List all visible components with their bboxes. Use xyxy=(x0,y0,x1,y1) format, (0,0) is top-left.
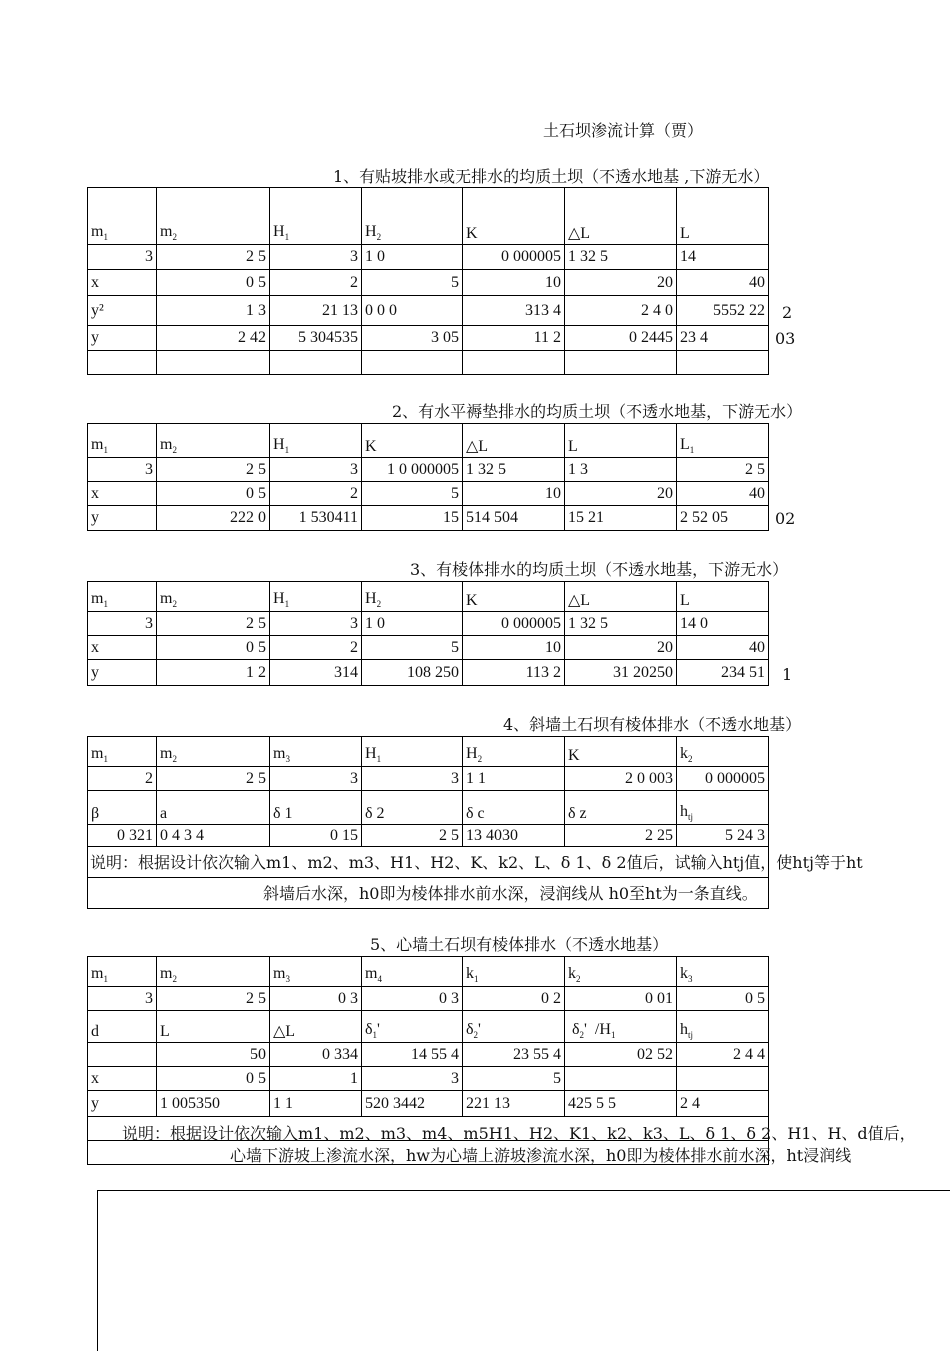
header-k: K xyxy=(565,737,677,767)
cell[interactable]: 1 32 5 xyxy=(565,245,677,270)
label-htj: $h_{tj}$ xyxy=(677,1011,769,1043)
header-delta-l: △L xyxy=(565,188,677,245)
cell[interactable]: 1 0 000005 xyxy=(362,458,463,482)
label-htj: $h_{tj}$ xyxy=(677,791,769,825)
header-h1: $H_1$ xyxy=(270,424,362,458)
cell[interactable]: 1 xyxy=(270,1067,362,1091)
cell[interactable]: 20 xyxy=(565,482,677,506)
header-l: L xyxy=(677,582,769,612)
section-1-heading: 1、有贴坡排水或无排水的均质土坝（不透水地基 ,下游无水） xyxy=(333,167,770,186)
header-l: L xyxy=(565,424,677,458)
section-5-note-2: 心墙下游坡上渗流水深，hw为心墙上游坡渗流水深，h0即为棱体排水前水深，ht浸润线 xyxy=(230,1146,852,1165)
cell[interactable]: 1 1 xyxy=(463,767,565,791)
cell[interactable]: 14 0 xyxy=(677,612,769,636)
header-m2: $m_2$ xyxy=(157,582,270,612)
cell[interactable]: 5 24 3 xyxy=(677,825,769,847)
label-row xyxy=(88,791,769,825)
header-m2: $m_2$ xyxy=(157,424,270,458)
cell: 0 4 3 4 xyxy=(157,825,270,847)
label-delta2: δ 2 xyxy=(362,791,463,825)
cell[interactable]: 0 3 xyxy=(270,987,362,1011)
cell: 5 304535 xyxy=(270,326,362,351)
cell[interactable] xyxy=(157,351,270,375)
cell[interactable]: 10 xyxy=(463,636,565,660)
row-label-x: x xyxy=(88,1067,157,1091)
cell[interactable]: 5 xyxy=(362,482,463,506)
row-label-y2: y² xyxy=(88,296,157,326)
cell[interactable]: 2 5 xyxy=(677,458,769,482)
x-row xyxy=(88,482,769,506)
cell[interactable]: 3 xyxy=(270,767,362,791)
label-delta-l: △L xyxy=(270,1011,362,1043)
cell: 520 3442 xyxy=(362,1091,463,1117)
header-k: K xyxy=(463,582,565,612)
y2-row xyxy=(88,296,769,326)
cell[interactable]: 2 5 xyxy=(157,987,270,1011)
cell[interactable]: 2 xyxy=(88,767,157,791)
cell: 15 xyxy=(362,506,463,531)
cell[interactable]: 5 xyxy=(463,1067,565,1091)
cell[interactable]: 5 xyxy=(362,270,463,296)
cell[interactable]: 5 xyxy=(362,636,463,660)
row-label-x: x xyxy=(88,636,157,660)
cell: 15 21 xyxy=(565,506,677,531)
section-3-table xyxy=(87,581,769,686)
empty-row xyxy=(88,351,769,375)
label-delta2-ratio: $\delta_2'$ $/H_1$ xyxy=(565,1011,677,1043)
section-3-heading: 3、有棱体排水的均质土坝（不透水地基，下游无水） xyxy=(410,560,789,579)
cell[interactable]: 2 5 xyxy=(157,612,270,636)
cell: 23 55 4 xyxy=(463,1043,565,1067)
section-2-table xyxy=(87,423,769,531)
cell: 514 504 xyxy=(463,506,565,531)
label-delta-z: δ z xyxy=(565,791,677,825)
row-label-x: x xyxy=(88,482,157,506)
cell: 1 2 xyxy=(157,660,270,686)
header-k1: $k_1$ xyxy=(463,957,565,987)
cell: 0 0 0 xyxy=(362,296,463,326)
cell[interactable]: 0 5 xyxy=(157,482,270,506)
header-l1: $L_1$ xyxy=(677,424,769,458)
cell: 0 321 xyxy=(88,825,157,847)
cell[interactable]: 2 0 003 xyxy=(565,767,677,791)
row-label-y: y xyxy=(88,1091,157,1117)
x-row xyxy=(88,636,769,660)
cell[interactable]: 0 5 xyxy=(157,270,270,296)
cell[interactable] xyxy=(565,1067,677,1091)
header-m1: $m_1$ xyxy=(88,582,157,612)
cell[interactable]: 40 xyxy=(677,482,769,506)
cell[interactable]: 2 5 xyxy=(157,458,270,482)
cell[interactable]: 1 0 xyxy=(362,612,463,636)
cell[interactable]: 50 xyxy=(157,1043,270,1067)
x-row xyxy=(88,270,769,296)
cell[interactable]: 3 xyxy=(88,245,157,270)
overflow-value: 2 xyxy=(782,303,793,322)
cell[interactable] xyxy=(565,351,677,375)
cell: 221 13 xyxy=(463,1091,565,1117)
cell: 313 4 xyxy=(463,296,565,326)
row-label-y: y xyxy=(88,660,157,686)
section-4-note-2: 斜墙后水深，h0即为棱体排水前水深，浸润线从 h0至ht为一条直线。 xyxy=(263,884,758,903)
header-k2: $k_2$ xyxy=(565,957,677,987)
cell[interactable]: 3 xyxy=(88,987,157,1011)
value-row xyxy=(88,825,769,847)
header-h1: $H_1$ xyxy=(270,188,362,245)
cell[interactable]: 0 5 xyxy=(157,636,270,660)
label-d: d xyxy=(88,1011,157,1043)
page-title: 土石坝渗流计算（贾） xyxy=(543,121,704,140)
cell[interactable]: 3 xyxy=(270,458,362,482)
header-m1: $m_1$ xyxy=(88,957,157,987)
header-l: L xyxy=(677,188,769,245)
cell[interactable]: 2 5 xyxy=(157,767,270,791)
cell[interactable] xyxy=(677,351,769,375)
cell[interactable]: 0 5 xyxy=(157,1067,270,1091)
cell[interactable]: 3 xyxy=(362,1067,463,1091)
x-row xyxy=(88,1067,769,1091)
row-label-y: y xyxy=(88,506,157,531)
cell: 1 3 xyxy=(157,296,270,326)
section-4-note-1: 说明：根据设计依次输入m1、m2、m3、H1、H2、K、k2、L、δ 1、δ 2值后，试输入htj值，使htj等于ht xyxy=(90,853,863,872)
label-delta1-prime: $\delta_1'$ xyxy=(362,1011,463,1043)
label-row xyxy=(88,1011,769,1043)
input-row xyxy=(88,245,769,270)
cell[interactable]: 3 xyxy=(362,767,463,791)
cell: 1 1 xyxy=(270,1091,362,1117)
cell: 0 2445 xyxy=(565,326,677,351)
header-delta-l: △L xyxy=(565,582,677,612)
cell[interactable]: 20 xyxy=(565,636,677,660)
cell: 2 52 05 xyxy=(677,506,769,531)
cell: 425 5 5 xyxy=(565,1091,677,1117)
value-row xyxy=(88,1043,769,1067)
header-h1: $H_1$ xyxy=(270,582,362,612)
section-5-note-1: 说明：根据设计依次输入m1、m2、m3、m4、m5H1、H2、K1、k2、k3、L、δ 1、δ 2、H1、H、d值后， xyxy=(122,1124,916,1143)
overflow-value: 1 xyxy=(782,665,793,684)
cell: 3 05 xyxy=(362,326,463,351)
cell: 234 51 xyxy=(677,660,769,686)
cell[interactable]: 20 xyxy=(565,270,677,296)
cell[interactable] xyxy=(677,1067,769,1091)
cell[interactable]: 2 4 4 xyxy=(677,1043,769,1067)
section-4-heading: 4、斜墙土石坝有棱体排水（不透水地基） xyxy=(503,715,802,734)
cell[interactable]: 3 xyxy=(270,612,362,636)
cell[interactable]: 2 25 xyxy=(565,825,677,847)
cell[interactable]: 3 xyxy=(88,458,157,482)
label-a: a xyxy=(157,791,270,825)
row-label-y: y xyxy=(88,326,157,351)
section-2-heading: 2、有水平褥垫排水的均质土坝（不透水地基，下游无水） xyxy=(392,402,803,421)
input-row xyxy=(88,767,769,791)
cell[interactable]: 0 000005 xyxy=(463,612,565,636)
row-label-x: x xyxy=(88,270,157,296)
label-delta-c: δ c xyxy=(463,791,565,825)
cell[interactable]: 40 xyxy=(677,636,769,660)
header-m1: $m_1$ xyxy=(88,188,157,245)
header-m2: $m_2$ xyxy=(157,957,270,987)
cell: 108 250 xyxy=(362,660,463,686)
cell: 113 2 xyxy=(463,660,565,686)
cell[interactable]: 10 xyxy=(463,482,565,506)
header-m1: $m_1$ xyxy=(88,737,157,767)
input-row xyxy=(88,987,769,1011)
header-h2: $H_2$ xyxy=(463,737,565,767)
cell[interactable]: 0 2 xyxy=(463,987,565,1011)
cell: 31 20250 xyxy=(565,660,677,686)
section-1-table xyxy=(87,187,769,375)
cell[interactable] xyxy=(362,351,463,375)
cell: 13 4030 xyxy=(463,825,565,847)
cell[interactable]: 0 334 xyxy=(270,1043,362,1067)
header-delta-l: △L xyxy=(463,424,565,458)
y-row xyxy=(88,326,769,351)
cell: 222 0 xyxy=(157,506,270,531)
cell[interactable]: 10 xyxy=(463,270,565,296)
cell[interactable] xyxy=(88,1043,157,1067)
header-m2: $m_2$ xyxy=(157,737,270,767)
input-row xyxy=(88,458,769,482)
header-k3: $k_3$ xyxy=(677,957,769,987)
cell[interactable]: 2 xyxy=(270,482,362,506)
cell: 314 xyxy=(270,660,362,686)
cell[interactable]: 0 01 xyxy=(565,987,677,1011)
cell: 1 005350 xyxy=(157,1091,270,1117)
label-l: L xyxy=(157,1011,270,1043)
cell[interactable]: 0 000005 xyxy=(677,767,769,791)
y-row xyxy=(88,506,769,531)
header-m3: $m_3$ xyxy=(270,737,362,767)
cell[interactable]: 40 xyxy=(677,270,769,296)
cell: 1 530411 xyxy=(270,506,362,531)
header-k2: $k_2$ xyxy=(677,737,769,767)
section-5-heading: 5、心墙土石坝有棱体排水（不透水地基） xyxy=(370,935,669,954)
cell[interactable]: 1 3 xyxy=(565,458,677,482)
cell: 02 52 xyxy=(565,1043,677,1067)
cell[interactable]: 0 3 xyxy=(362,987,463,1011)
cell[interactable] xyxy=(463,351,565,375)
cell: 23 4 xyxy=(677,326,769,351)
header-k: K xyxy=(362,424,463,458)
header-h1: $H_1$ xyxy=(362,737,463,767)
label-beta: β xyxy=(88,791,157,825)
cell[interactable]: 1 0 xyxy=(362,245,463,270)
cell: 2 4 0 xyxy=(565,296,677,326)
label-delta2-prime: $\delta_2'$ xyxy=(463,1011,565,1043)
cell[interactable]: 2 5 xyxy=(157,245,270,270)
header-m2: $m_2$ xyxy=(157,188,270,245)
cell: 2 4 xyxy=(677,1091,769,1117)
blank-frame xyxy=(97,1190,950,1351)
header-m1: $m_1$ xyxy=(88,424,157,458)
header-h2: $H_2$ xyxy=(362,188,463,245)
cell: 2 42 xyxy=(157,326,270,351)
header-k: K xyxy=(463,188,565,245)
cell[interactable]: 14 xyxy=(677,245,769,270)
cell[interactable]: 3 xyxy=(270,245,362,270)
cell[interactable]: 2 xyxy=(270,636,362,660)
cell[interactable]: 0 000005 xyxy=(463,245,565,270)
cell: 21 13 xyxy=(270,296,362,326)
cell: 5552 22 xyxy=(677,296,769,326)
cell[interactable]: 1 32 5 xyxy=(565,612,677,636)
header-m4: $m_4$ xyxy=(362,957,463,987)
overflow-value: 03 xyxy=(775,329,796,348)
cell[interactable]: 3 xyxy=(88,612,157,636)
header-h2: $H_2$ xyxy=(362,582,463,612)
input-row xyxy=(88,612,769,636)
cell[interactable]: 1 32 5 xyxy=(463,458,565,482)
cell[interactable]: 2 xyxy=(270,270,362,296)
overflow-value: 02 xyxy=(775,509,796,528)
cell[interactable] xyxy=(270,351,362,375)
y-row xyxy=(88,1091,769,1117)
cell: 11 2 xyxy=(463,326,565,351)
cell: 0 15 xyxy=(270,825,362,847)
cell: 2 5 xyxy=(362,825,463,847)
label-delta1: δ 1 xyxy=(270,791,362,825)
cell[interactable] xyxy=(88,351,157,375)
cell[interactable]: 0 5 xyxy=(677,987,769,1011)
cell: 14 55 4 xyxy=(362,1043,463,1067)
y-row xyxy=(88,660,769,686)
header-m3: $m_3$ xyxy=(270,957,362,987)
